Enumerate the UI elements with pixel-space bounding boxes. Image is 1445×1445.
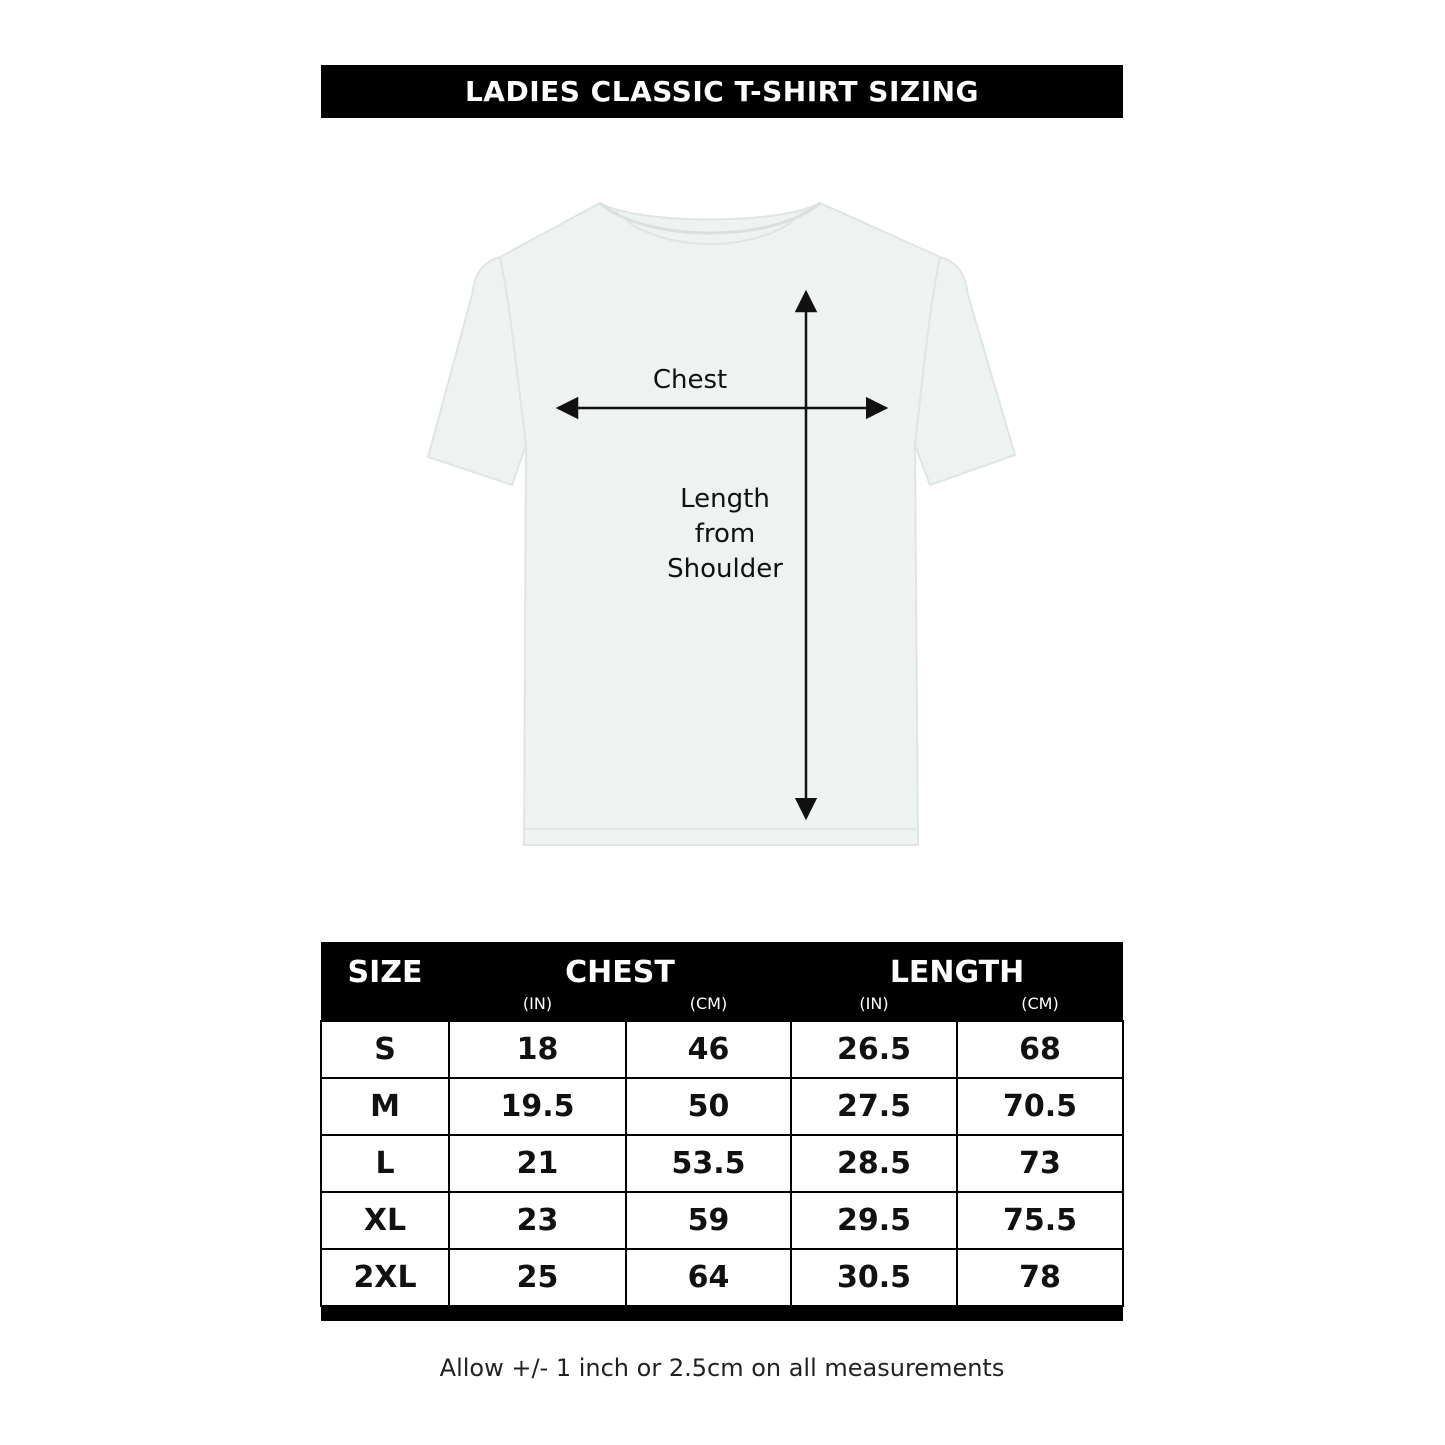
cell-length-in: 29.5	[791, 1192, 957, 1249]
measurement-note: Allow +/- 1 inch or 2.5cm on all measurements	[439, 1354, 1005, 1382]
cell-size: 2XL	[321, 1249, 449, 1306]
cell-chest-in: 23	[449, 1192, 626, 1249]
header-size-blank	[321, 992, 449, 1021]
table-header-row	[321, 942, 1123, 992]
cell-chest-in: 18	[449, 1021, 626, 1078]
length-label-line-2: from	[694, 519, 756, 549]
cell-chest-cm: 59	[626, 1192, 791, 1249]
header-length-cm: (CM)	[957, 992, 1123, 1021]
cell-chest-cm: 64	[626, 1249, 791, 1306]
table-row	[321, 1078, 1123, 1135]
size-chart-table	[320, 942, 1124, 1321]
length-label-line-1: Length	[680, 484, 770, 514]
cell-chest-cm: 53.5	[626, 1135, 791, 1192]
cell-chest-in: 19.5	[449, 1078, 626, 1135]
table-row	[321, 1021, 1123, 1078]
table-row	[321, 1249, 1123, 1306]
cell-length-cm: 70.5	[957, 1078, 1123, 1135]
cell-length-in: 28.5	[791, 1135, 957, 1192]
cell-length-cm: 68	[957, 1021, 1123, 1078]
header-length: LENGTH	[791, 942, 1123, 992]
cell-size: L	[321, 1135, 449, 1192]
tshirt-diagram	[420, 195, 1020, 855]
cell-length-cm: 78	[957, 1249, 1123, 1306]
table-footer-bar	[321, 1306, 1123, 1321]
chest-label: Chest	[652, 365, 728, 395]
cell-chest-in: 21	[449, 1135, 626, 1192]
cell-size: M	[321, 1078, 449, 1135]
cell-chest-cm: 46	[626, 1021, 791, 1078]
cell-length-cm: 75.5	[957, 1192, 1123, 1249]
cell-length-in: 26.5	[791, 1021, 957, 1078]
table-row	[321, 1192, 1123, 1249]
cell-chest-cm: 50	[626, 1078, 791, 1135]
length-label-line-3: Shoulder	[667, 554, 783, 584]
cell-length-cm: 73	[957, 1135, 1123, 1192]
page-title: LADIES CLASSIC T-SHIRT SIZING	[321, 65, 1123, 118]
table-subheader-row	[321, 992, 1123, 1021]
header-chest-in: (IN)	[449, 992, 626, 1021]
header-chest-cm: (CM)	[626, 992, 791, 1021]
header-length-in: (IN)	[791, 992, 957, 1021]
cell-chest-in: 25	[449, 1249, 626, 1306]
cell-length-in: 27.5	[791, 1078, 957, 1135]
header-size: SIZE	[321, 942, 449, 992]
cell-length-in: 30.5	[791, 1249, 957, 1306]
cell-size: XL	[321, 1192, 449, 1249]
header-chest: CHEST	[449, 942, 791, 992]
length-label	[645, 482, 805, 587]
table-row	[321, 1135, 1123, 1192]
cell-size: S	[321, 1021, 449, 1078]
